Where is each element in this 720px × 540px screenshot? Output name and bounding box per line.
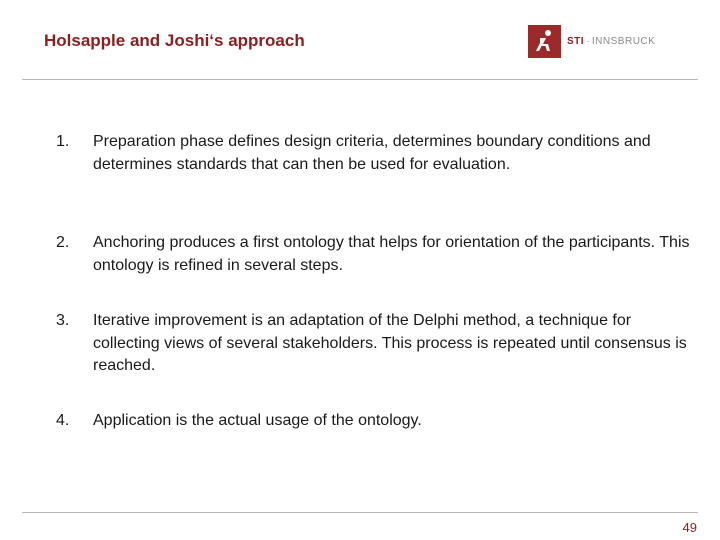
logo-separator: · — [586, 35, 590, 47]
list-item-text: Preparation phase defines design criteria, determines boundary conditions and determines standards that can then be used for evaluation. — [93, 133, 651, 173]
logo-sti: STI — [567, 35, 585, 47]
list-item-text: Application is the actual usage of the ontology. — [93, 412, 422, 429]
sti-innsbruck-logo — [528, 24, 655, 58]
list-item — [56, 310, 696, 378]
sti-figure-icon — [528, 25, 561, 58]
list-item-text: Iterative improvement is an adaptation of the Delphi method, a technique for collecting views of several stakeholders. This process is repeated until consensus is reached. — [93, 312, 687, 374]
page-number: 49 — [682, 520, 697, 535]
list-item-text: Anchoring produces a first ontology that helps for orientation of the participants. This ontology is refined in several steps. — [93, 234, 690, 274]
list-item — [56, 232, 696, 277]
header-divider — [22, 79, 698, 80]
slide-title: Holsapple and Joshi‘s approach — [44, 31, 305, 50]
logo-innsbruck: INNSBRUCK — [591, 35, 656, 47]
list-item-number: 4. — [56, 412, 70, 429]
list-item-number: 3. — [56, 312, 70, 329]
logo-text — [567, 36, 655, 47]
footer-divider — [22, 512, 698, 513]
list-item — [56, 131, 696, 176]
list-item-number: 1. — [56, 133, 70, 150]
list-item-number: 2. — [56, 234, 70, 251]
list-item — [56, 410, 696, 433]
